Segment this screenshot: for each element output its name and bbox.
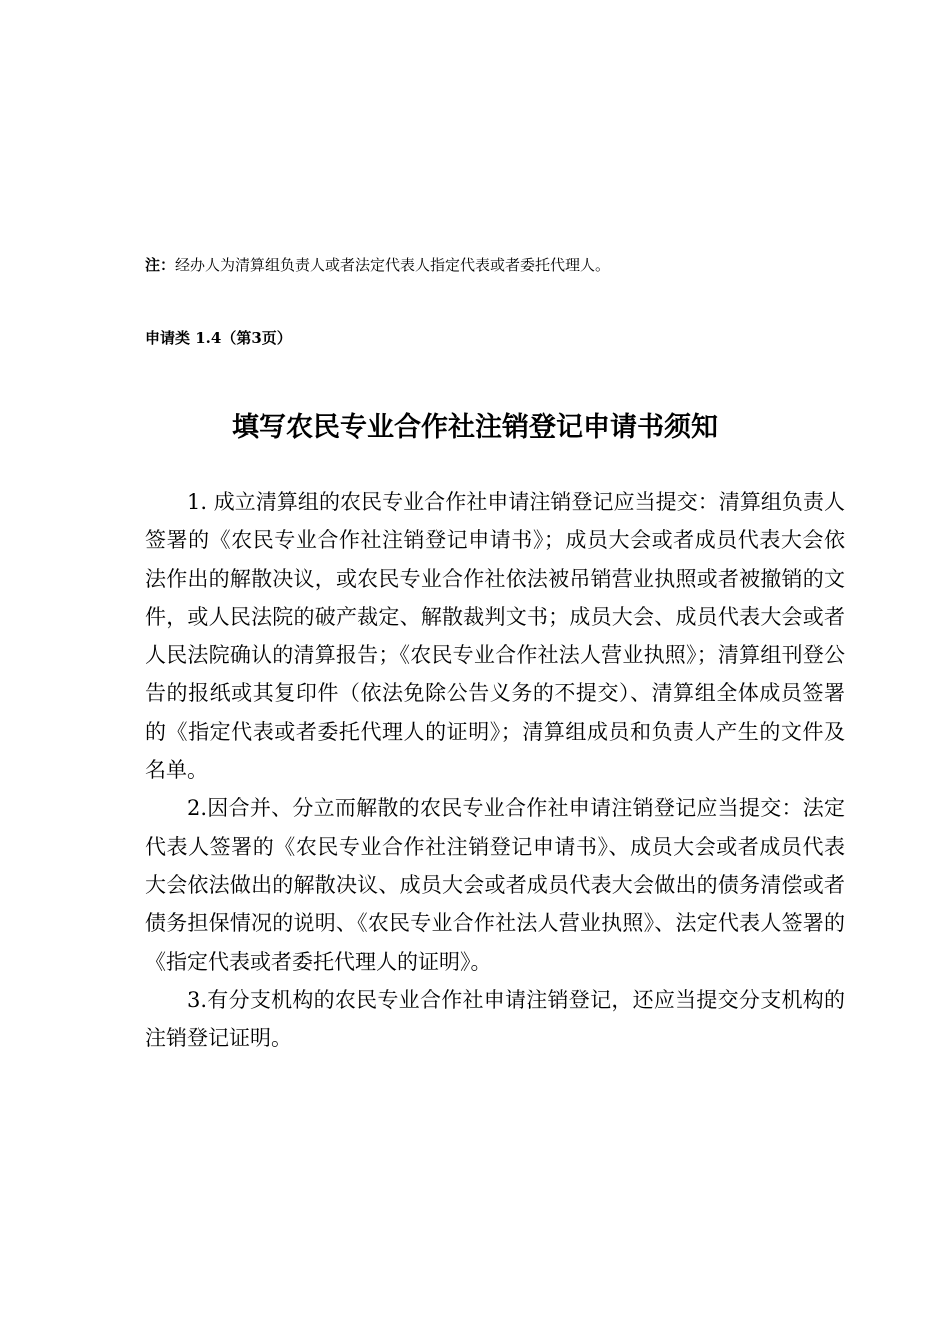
instruction-paragraph-3: 3.有分支机构的农民专业合作社申请注销登记，还应当提交分支机构的注销登记证明。 <box>145 987 845 1051</box>
instructions-body <box>145 483 845 1057</box>
form-code: 申请类 1.4（第3页） <box>145 329 292 347</box>
note-text: 经办人为清算组负责人或者法定代表人指定代表或者委托代理人。 <box>175 256 611 274</box>
note-line <box>145 255 610 275</box>
page-title: 填写农民专业合作社注销登记申请书须知 <box>232 412 718 443</box>
instruction-paragraph-2: 2.因合并、分立而解散的农民专业合作社申请注销登记应当提交：法定代表人签署的《农民专业合作社注销登记申请书》、成员大会或者成员代表大会依法做出的解散决议、成员大会或者成员代表大会做出的债务清偿或者债务担保情况的说明、《农民专业合作社法人营业执照》、法定代表人签署的《指定代表或者委托代理人的证明》。 <box>145 796 845 974</box>
instruction-paragraph-1: 1. 成立清算组的农民专业合作社申请注销登记应当提交：清算组负责人签署的《农民专业合作社注销登记申请书》；成员大会或者成员代表大会依法作出的解散决议，或农民专业合作社依法被吊销营业执照或者被撤销的文件，或人民法院的破产裁定、解散裁判文书；成员大会、成员代表大会或者人民法院确认的清算报告；《农民专业合作社法人营业执照》；清算组刊登公告的报纸或其复印件（依法免除公告义务的不提交）、清算组全体成员签署的《指定代表或者委托代理人的证明》；清算组成员和负责人产生的文件及名单。 <box>145 490 845 783</box>
note-label: 注： <box>145 256 176 274</box>
